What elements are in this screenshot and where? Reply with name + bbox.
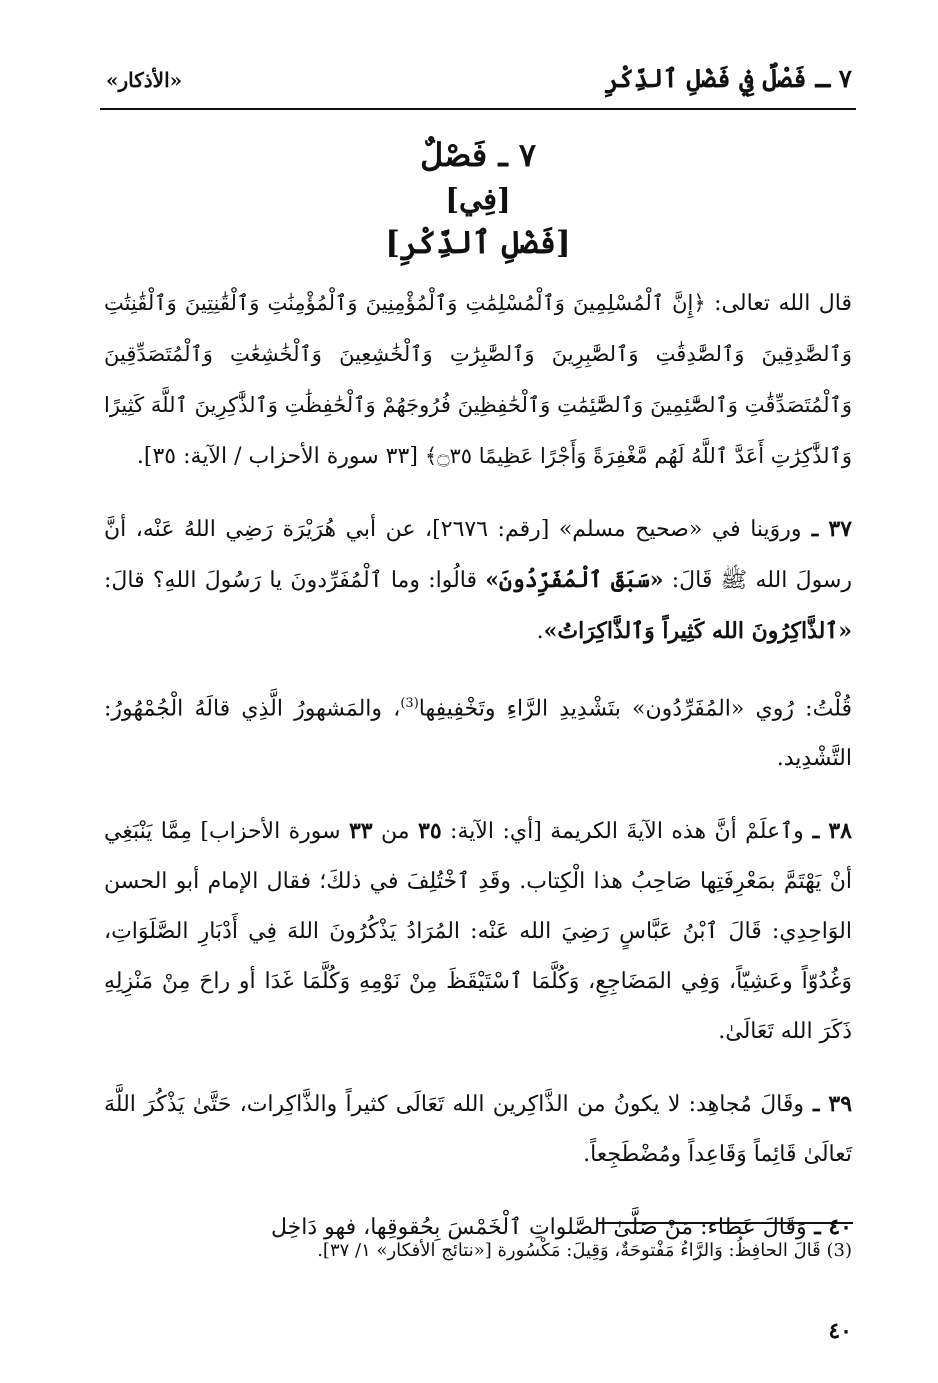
section-title-subject: [فَضْلِ ٱلذِّكْرِ] xyxy=(385,225,571,261)
paragraph-number: ٣٨ ـ xyxy=(803,818,852,845)
header-rule xyxy=(100,108,856,110)
section-title-number: ٧ ـ فَصْلٌ xyxy=(419,136,537,174)
running-header-book-title: «الأذكار» xyxy=(106,68,183,92)
paragraph-text: . xyxy=(536,619,544,644)
section-title xyxy=(100,132,856,266)
page-number: ٤٠ xyxy=(828,1318,852,1344)
verse-intro: قال الله تعالى: xyxy=(705,291,852,316)
paragraph-37 xyxy=(104,504,852,657)
verse-reference: [٣٣ سورة الأحزاب / الآية: ٣٥]. xyxy=(136,444,425,469)
hadith-quote: «ٱلذَّاكِرُونَ الله كَثِيراً وَٱلذَّاكِرَاتُ» xyxy=(543,618,852,644)
paragraph-text: قالُوا: وما ٱلْمُفَرِّدونَ يا رَسُولَ اللهِ؟ قالَ: xyxy=(104,568,486,593)
paragraph-text: سورة الأحزاب] مِمَّا يَنْبَغِي أنْ يَهْتَمَّ بمَعْرِفَتِها صَاحِبُ هذا الْكِتاب. وقَدِ ٱخْتُلِفَ في ذلكَ؛ فقال الإمام أبو الحسن الوَاحِدِي: قَالَ ٱبْنُ عَبَّاسٍ رَضِيَ الله عَنْه: المُرَادُ يَذْكُرُونَ اللهَ فِي أَدْبَارِ الصَّلَوَاتِ، وَغُدُوّاً وعَشِيّاً، وَفِي المَضَاجِعِ، وَكُلَّمَا ٱسْتَيْقَظَ مِنْ نَوْمِهِ وَكُلَّمَا غَدَا أو راحَ مِنْ مَنْزِلِهِ ذَكَرَ الله تَعَالَىٰ. xyxy=(104,819,852,1045)
footnote-text: قَالَ الحافِظُ: وَالرَّاءُ مَفْتوحَةٌ، وَقِيلَ: مَكْسُورة [«نتائج الأفكار» ١/ ٣٧]. xyxy=(317,1240,827,1261)
verse-number: ٣٥ xyxy=(418,818,442,845)
surah-number: ٣٣ xyxy=(348,818,373,845)
footnote-marker: (3) xyxy=(826,1240,852,1261)
paragraph-text: ، والمَشهورُ الَّذِي قالَهُ الْجُمْهُورُ: التَّشْدِيد. xyxy=(104,696,852,772)
running-header-chapter: ٧ ـ فَصْلٌ فِي فَضْلِ ٱلذِّكْرِ xyxy=(604,64,852,93)
footnote-reference[interactable]: (3) xyxy=(400,696,419,711)
footnote xyxy=(100,1236,852,1266)
paragraph-text: وَقَالَ عَطاء: مَنْ صَلَّىٰ الصَّلواتِ ٱلْخَمْسَ بِحُقوقِها، فهو دَاخِل xyxy=(270,1215,807,1241)
paragraph-38 xyxy=(104,806,852,1057)
running-header xyxy=(106,64,852,93)
paragraph-note xyxy=(104,679,852,784)
hadith-quote: «سَبَقَ ٱلْمُفَرِّدُونَ» xyxy=(485,567,664,593)
footnote-rule xyxy=(598,1222,853,1224)
paragraph-text: قُلْتُ: رُوي «المُفَرِّدُون» بتَشْدِيدِ الرَّاءِ وتَخْفِيفِها xyxy=(418,696,852,722)
paragraph-number: ٣٧ ـ xyxy=(801,516,852,542)
paragraph-number: ٣٩ ـ xyxy=(804,1091,853,1118)
paragraph-39 xyxy=(104,1079,852,1180)
body-text xyxy=(104,278,852,1275)
paragraph-number: ٤٠ ـ xyxy=(806,1214,852,1241)
paragraph-quran-verse xyxy=(104,278,852,482)
quran-verse: ﴿إِنَّ ٱلْمُسْلِمِينَ وَٱلْمُسْلِمَٰتِ وَٱلْمُؤْمِنِينَ وَٱلْمُؤْمِنَٰتِ وَٱلْقَٰنِتِينَ وَٱلْقَٰنِتَٰتِ وَٱلصَّٰدِقِينَ وَٱلصَّٰدِقَٰتِ وَٱلصَّٰبِرِينَ وَٱلصَّٰبِرَٰتِ وَٱلْخَٰشِعِينَ وَٱلْخَٰشِعَٰتِ وَٱلْمُتَصَدِّقِينَ وَٱلْمُتَصَدِّقَٰتِ وَٱلصَّٰٓئِمِينَ وَٱلصَّٰٓئِمَٰتِ وَٱلْحَٰفِظِينَ فُرُوجَهُمْ وَٱلْحَٰفِظَٰتِ وَٱلذَّٰكِرِينَ ٱللَّهَ كَثِيرًا وَٱلذَّٰكِرَٰتِ أَعَدَّ ٱللَّهُ لَهُم مَّغْفِرَةً وَأَجْرًا عَظِيمًا ۝٣٥﴾ xyxy=(104,291,852,468)
section-title-preposition: [فِي] xyxy=(445,182,511,216)
paragraph-text: وٱعلَمْ أنَّ هذه الآيةَ الكريمة [أي: الآية: xyxy=(441,819,804,845)
paragraph-text: وقَالَ مُجاهِد: لا يكونُ من الذَّاكِرين الله تَعَالَى كثيراً والذَّاكِرات، حَتَّىٰ يَذْكُرَ اللَّهَ تَعالَىٰ قَائِماً وَقَاعِداً ومُضْطَجِعاً. xyxy=(104,1092,852,1168)
paragraph-text: وروَينا في «صحيح مسلم» [رقم: ٢٦٧٦]، عن أبي هُرَيْرَة رَضِي اللهُ عَنْه، أنَّ رسولَ الله ﷺ قَالَ: xyxy=(104,517,853,593)
paragraph-text: من xyxy=(372,819,418,845)
